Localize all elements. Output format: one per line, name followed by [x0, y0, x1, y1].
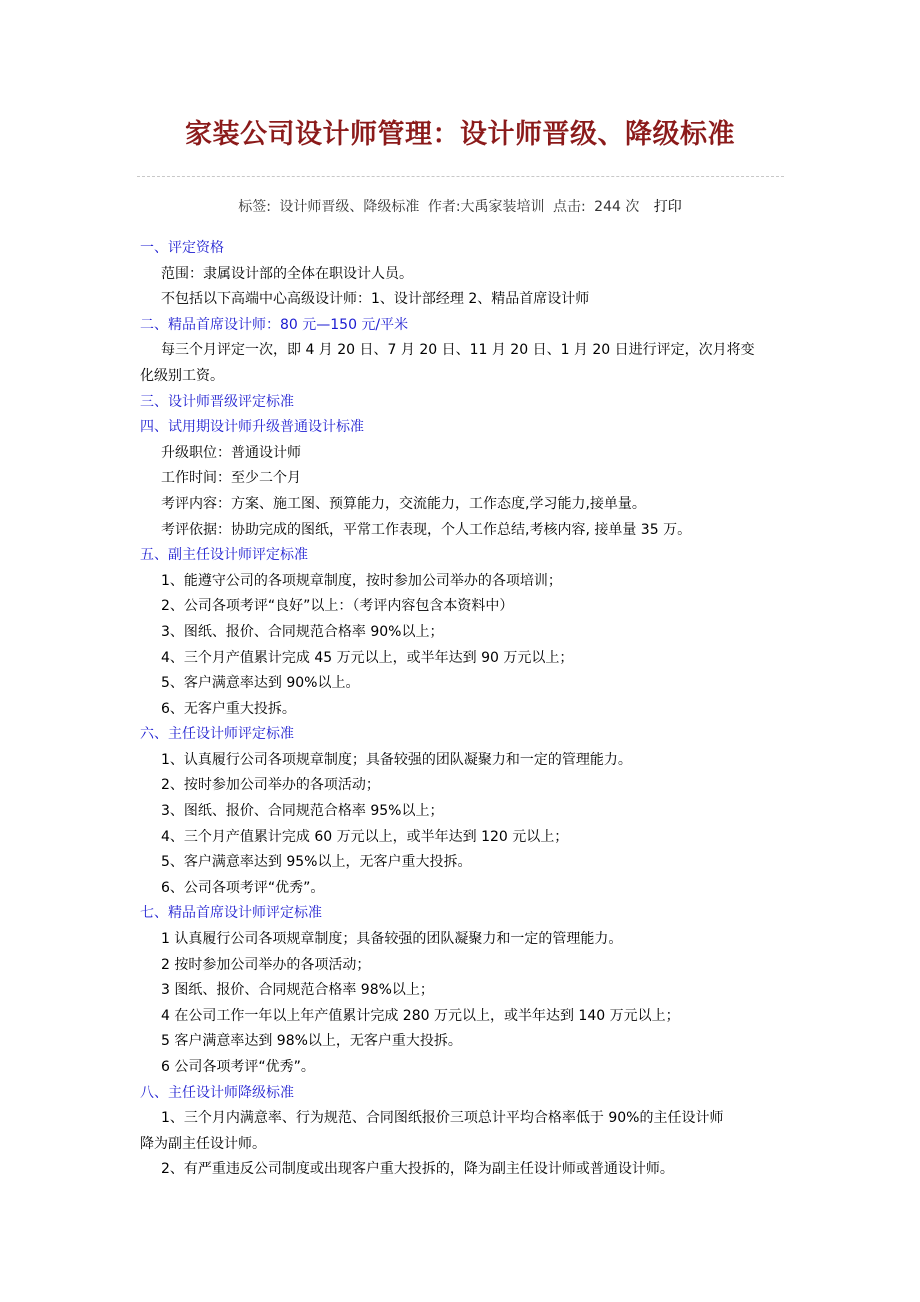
section-heading: 五、副主任设计师评定标准 [140, 547, 308, 564]
paragraph: 范围：隶属设计部的全体在职设计人员。 [161, 265, 413, 282]
list-item: 6 公司各项考评“优秀”。 [161, 1059, 315, 1075]
paragraph-line: 降为副主任设计师。 [140, 1135, 266, 1152]
page-title: 家装公司设计师管理：设计师晋级、降级标准 [185, 119, 735, 150]
list-item: 5、客户满意率达到 90%以上。 [161, 675, 360, 692]
list-item: 5 客户满意率达到 98%以上，无客户重大投拆。 [161, 1033, 462, 1050]
paragraph-line: 每三个月评定一次，即 4 月 20 日、7 月 20 日、11 月 20 日、1 月 20 日进行评定，次月将变 [161, 342, 755, 359]
list-item: 2、按时参加公司举办的各项活动； [161, 777, 380, 794]
list-item: 1、能遵守公司的各项规章制度，按时参加公司举办的各项培训； [161, 572, 562, 589]
paragraph: 考评依据：协助完成的图纸，平常工作表现，个人工作总结,考核内容, 接单量 35 万。 [161, 521, 692, 538]
list-item: 5、客户满意率达到 95%以上，无客户重大投拆。 [161, 854, 472, 871]
list-item: 6、无客户重大投拆。 [161, 700, 296, 717]
paragraph [140, 338, 790, 389]
list-item: 4、三个月产值累计完成 60 万元以上，或半年达到 120 元以上； [161, 828, 569, 845]
section-heading: 六、主任设计师评定标准 [140, 726, 294, 743]
list-item: 4、三个月产值累计完成 45 万元以上，或半年达到 90 万元以上； [161, 649, 574, 666]
list-item: 2、公司各项考评“良好”以上：（考评内容包含本资料中） [161, 598, 514, 615]
list-item: 2 按时参加公司举办的各项活动； [161, 956, 371, 973]
tags-label: 标签: [238, 199, 271, 215]
paragraph: 不包括以下高端中心高级设计师：1、设计部经理 2、精品首席设计师 [161, 291, 590, 308]
clicks-count: 244 次 [594, 199, 640, 215]
list-item: 1 认真履行公司各项规章制度；具备较强的团队凝聚力和一定的管理能力。 [161, 931, 623, 948]
section-heading: 二、精品首席设计师：80 元—150 元/平米 [140, 316, 409, 333]
clicks-label: 点击: [553, 199, 586, 215]
section-heading: 四、试用期设计师升级普通设计标准 [140, 419, 364, 436]
paragraph-line: 1、三个月内满意率、行为规范、合同图纸报价三项总计平均合格率低于 90%的主任设计师 [161, 1110, 724, 1127]
section-heading: 三、设计师晋级评定标准 [140, 393, 294, 410]
print-link[interactable]: 打印 [653, 199, 682, 215]
list-item: 4 在公司工作一年以上年产值累计完成 280 万元以上，或半年达到 140 万元以上； [161, 1007, 680, 1024]
title-divider [137, 176, 784, 177]
section-heading: 八、主任设计师降级标准 [140, 1084, 294, 1101]
list-item [140, 1106, 790, 1157]
list-item: 2、有严重违反公司制度或出现客户重大投拆的，降为副主任设计师或普通设计师。 [161, 1161, 674, 1178]
list-item: 1、认真履行公司各项规章制度；具备较强的团队凝聚力和一定的管理能力。 [161, 751, 632, 768]
list-item: 6、公司各项考评“优秀”。 [161, 879, 325, 896]
list-item: 3、图纸、报价、合同规范合格率 95%以上； [161, 803, 444, 820]
list-item: 3、图纸、报价、合同规范合格率 90%以上； [161, 623, 444, 640]
article-meta [0, 196, 920, 216]
paragraph: 升级职位：普通设计师 [161, 444, 301, 461]
paragraph: 工作时间：至少二个月 [161, 470, 301, 487]
section-heading: 七、精品首席设计师评定标准 [140, 905, 322, 922]
article-body [140, 236, 790, 1183]
paragraph-line: 化级别工资。 [140, 367, 224, 384]
tags-link[interactable]: 设计师晋级、降级标准 [279, 199, 420, 215]
author-text: 作者:大禹家装培训 [427, 199, 545, 215]
section-heading: 一、评定资格 [140, 240, 224, 256]
list-item: 3 图纸、报价、合同规范合格率 98%以上； [161, 982, 434, 999]
paragraph: 考评内容：方案、施工图、预算能力，交流能力，工作态度,学习能力,接单量。 [161, 495, 646, 512]
